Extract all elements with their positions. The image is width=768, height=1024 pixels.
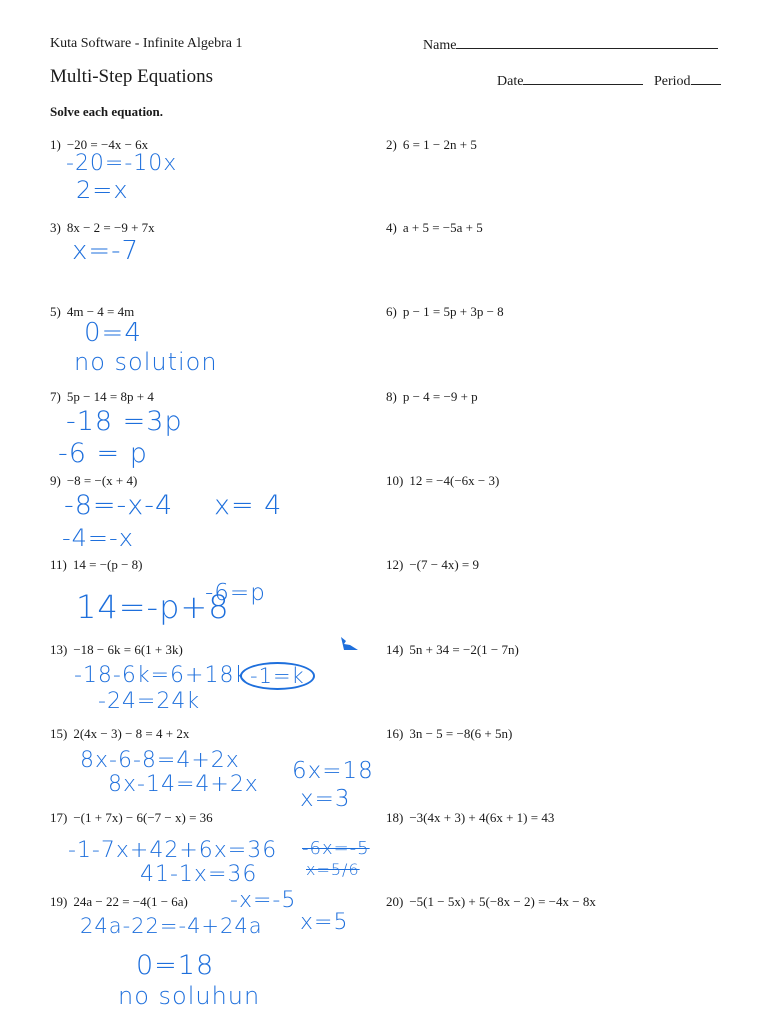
- handwriting-p19-line2: 0=18: [136, 950, 215, 981]
- worksheet-title: Multi-Step Equations: [50, 66, 214, 87]
- equation: a + 5 = −5a + 5: [402, 220, 483, 235]
- name-label: Name: [423, 38, 457, 53]
- equation: 5n + 34 = −2(1 − 7n): [409, 642, 519, 657]
- equation: 3n − 5 = −8(6 + 5n): [409, 726, 513, 741]
- equation: −8 = −(x + 4): [66, 473, 138, 488]
- handwriting-p13-line2: -24=24k: [98, 689, 201, 714]
- equation: 4m − 4 = 4m: [66, 304, 135, 319]
- equation: −18 − 6k = 6(1 + 3k): [73, 642, 183, 657]
- handwriting-p15-line3: 6x=18: [292, 758, 374, 784]
- problem-4: 4) a + 5 = −5a + 5: [386, 220, 483, 235]
- handwriting-p13-line1: -18-6k=6+18k: [74, 663, 249, 688]
- problem-2: 2) 6 = 1 − 2n + 5: [386, 137, 477, 152]
- handwriting-p1-line2: 2=x: [76, 176, 129, 204]
- problem-7: 7) 5p − 14 = 8p + 4: [50, 389, 154, 404]
- handwriting-p7-line2: -6 = p: [58, 438, 148, 469]
- equation: −20 = −4x − 6x: [66, 137, 149, 152]
- problem-12: 12) −(7 − 4x) = 9: [386, 557, 479, 572]
- equation: −(7 − 4x) = 9: [409, 557, 479, 572]
- equation: 2(4x − 3) − 8 = 4 + 2x: [73, 726, 190, 741]
- problem-15: 15) 2(4x − 3) − 8 = 4 + 2x: [50, 726, 190, 741]
- name-blank[interactable]: [456, 36, 718, 49]
- equation: −3(4x + 3) + 4(6x + 1) = 43: [409, 810, 555, 825]
- handwriting-p3-line1: x=-7: [72, 236, 140, 266]
- period-blank[interactable]: [691, 72, 721, 85]
- handwriting-p1-line1: -20=-10x: [66, 151, 178, 176]
- period-field[interactable]: [654, 72, 721, 90]
- problem-17: 17) −(1 + 7x) − 6(−7 − x) = 36: [50, 810, 213, 825]
- problem-18: 18) −3(4x + 3) + 4(6x + 1) = 43: [386, 810, 555, 825]
- equation: p − 4 = −9 + p: [402, 389, 478, 404]
- problem-11: 11) 14 = −(p − 8): [50, 557, 143, 572]
- instructions: Solve each equation.: [50, 104, 164, 119]
- handwriting-p15-line1: 8x-6-8=4+2x: [80, 748, 240, 773]
- handwriting-p11-answer: -6=p: [205, 580, 266, 606]
- equation: −(1 + 7x) − 6(−7 − x) = 36: [73, 810, 213, 825]
- handwriting-p17-line1: -1-7x+42+6x=36: [68, 838, 278, 863]
- handwriting-p9-line2: -4=-x: [62, 524, 134, 552]
- handwriting-p5-line1: 0=4: [84, 318, 142, 348]
- equation: 5p − 14 = 8p + 4: [66, 389, 154, 404]
- handwriting-p17-line3: -x=-5: [230, 888, 297, 913]
- handwriting-p13-answer: [240, 664, 315, 688]
- problem-19: 19) 24a − 22 = −4(1 − 6a): [50, 894, 188, 909]
- handwriting-p19-line1: 24a-22=-4+24a: [80, 914, 263, 938]
- handwriting-p17-crossed-line1: -6x=-5: [302, 838, 370, 859]
- name-field[interactable]: [423, 36, 718, 54]
- problem-13: 13) −18 − 6k = 6(1 + 3k): [50, 642, 183, 657]
- date-blank[interactable]: [523, 72, 643, 85]
- problem-10: 10) 12 = −4(−6x − 3): [386, 473, 500, 488]
- handwriting-p17-crossed-line2: x=5/6: [306, 860, 360, 879]
- equation: 8x − 2 = −9 + 7x: [66, 220, 155, 235]
- date-label: Date: [497, 74, 524, 89]
- problem-20: 20) −5(1 − 5x) + 5(−8x − 2) = −4x − 8x: [386, 894, 596, 909]
- problem-14: 14) 5n + 34 = −2(1 − 7n): [386, 642, 519, 657]
- problem-1: 1) −20 = −4x − 6x: [50, 137, 149, 152]
- handwriting-p17-answer: x=5: [300, 910, 349, 935]
- date-field[interactable]: [497, 72, 643, 90]
- circled-answer: -1=k: [240, 662, 315, 690]
- equation: −5(1 − 5x) + 5(−8x − 2) = −4x − 8x: [409, 894, 596, 909]
- problem-3: 3) 8x − 2 = −9 + 7x: [50, 220, 155, 235]
- handwriting-p7-line1: -18 =3p: [66, 406, 183, 437]
- equation: 12 = −4(−6x − 3): [409, 473, 500, 488]
- equation: 24a − 22 = −4(1 − 6a): [73, 894, 188, 909]
- problem-6: 6) p − 1 = 5p + 3p − 8: [386, 304, 504, 319]
- handwriting-p15-line2: 8x-14=4+2x: [108, 772, 259, 797]
- problem-8: 8) p − 4 = −9 + p: [386, 389, 478, 404]
- handwriting-p11-line1: 14=-p+8: [76, 588, 230, 626]
- equation: 6 = 1 − 2n + 5: [402, 137, 477, 152]
- equation: p − 1 = 5p + 3p − 8: [402, 304, 504, 319]
- handwriting-p5-line2: no solution: [74, 348, 218, 376]
- handwriting-p9-answer: x= 4: [214, 490, 283, 521]
- handwriting-p15-answer: x=3: [300, 786, 351, 812]
- period-label: Period: [654, 74, 691, 89]
- handwriting-p19-line3: no soluhun: [118, 982, 261, 1010]
- handwriting-p9-line1: -8=-x-4: [64, 490, 174, 521]
- handwriting-p17-line2: 41-1x=36: [140, 862, 258, 887]
- problem-5: 5) 4m − 4 = 4m: [50, 304, 135, 319]
- equation: 14 = −(p − 8): [72, 557, 143, 572]
- problem-16: 16) 3n − 5 = −8(6 + 5n): [386, 726, 513, 741]
- problem-9: 9) −8 = −(x + 4): [50, 473, 138, 488]
- doodle-icon: [338, 635, 362, 653]
- publisher-label: Kuta Software - Infinite Algebra 1: [50, 36, 243, 51]
